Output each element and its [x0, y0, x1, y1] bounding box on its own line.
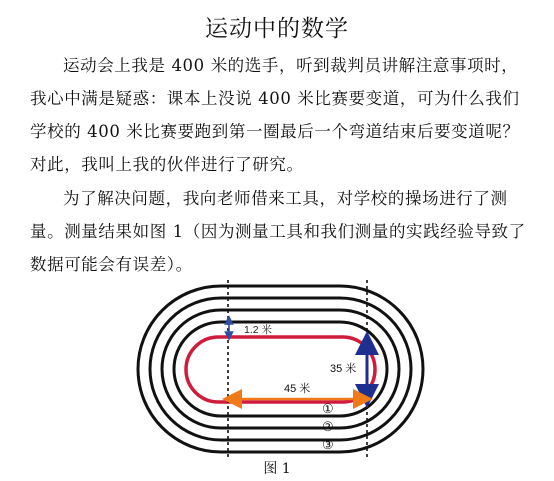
paragraph-intro: 运动会上我是 400 米的选手，听到裁判员讲解注意事项时，我心中满是疑惑：课本上没说 400 米比赛要变道，可为什么我们学校的 400 米比赛要跑到第一圈最后一个弯道结束后要变道呢？对此，我叫上我的伙伴进行了研究。	[30, 56, 520, 174]
lane-width-label: 1.2 米	[244, 324, 273, 336]
figure-caption: 图 1	[263, 461, 291, 477]
page-title: 运动中的数学	[205, 16, 349, 42]
straight-length-label: 45 米	[284, 383, 311, 395]
paragraph-measurement: 为了解决问题，我向老师借来工具，对学校的操场进行了测量。测量结果如图 1（因为测量工具和我们测量的实践经验导致了数据可能会有误差）。	[30, 189, 526, 274]
lane-marker-1: ①	[322, 402, 334, 417]
diameter-label: 35 米	[330, 363, 357, 375]
lane-marker-3: ③	[322, 438, 334, 453]
lane-marker-2: ②	[322, 420, 334, 435]
